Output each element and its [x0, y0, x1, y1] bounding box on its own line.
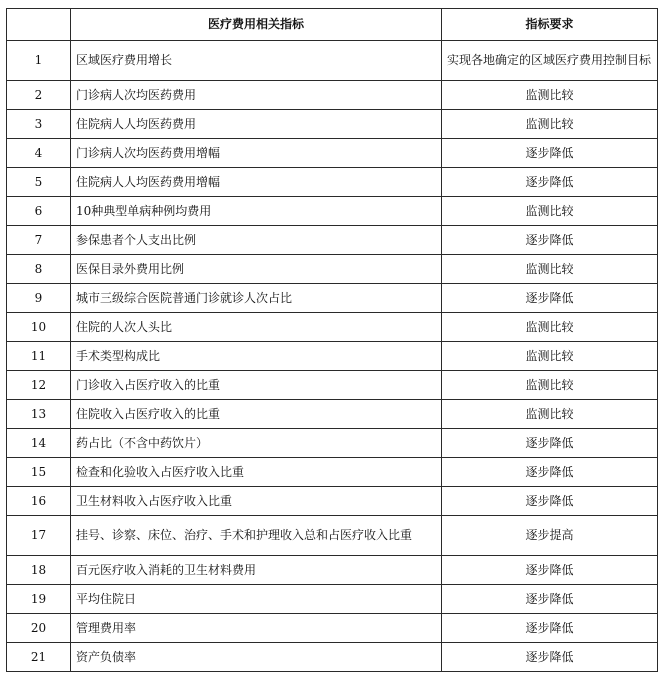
indicator-table — [6, 8, 658, 672]
row-requirement: 逐步降低 — [442, 585, 658, 614]
row-indicator: 城市三级综合医院普通门诊就诊人次占比 — [71, 284, 442, 313]
row-number: 2 — [7, 81, 71, 110]
row-indicator: 资产负债率 — [71, 643, 442, 672]
row-number: 19 — [7, 585, 71, 614]
row-requirement: 监测比较 — [442, 313, 658, 342]
row-number: 15 — [7, 458, 71, 487]
table-row — [7, 429, 658, 458]
row-number: 20 — [7, 614, 71, 643]
row-indicator: 药占比（不含中药饮片） — [71, 429, 442, 458]
table-row — [7, 81, 658, 110]
header-requirement: 指标要求 — [442, 9, 658, 41]
row-number: 13 — [7, 400, 71, 429]
row-indicator: 住院的人次人头比 — [71, 313, 442, 342]
row-requirement: 监测比较 — [442, 255, 658, 284]
table-row — [7, 284, 658, 313]
row-number: 3 — [7, 110, 71, 139]
row-requirement: 逐步降低 — [442, 284, 658, 313]
table-row — [7, 371, 658, 400]
row-indicator: 门诊病人次均医药费用 — [71, 81, 442, 110]
row-requirement: 逐步提高 — [442, 516, 658, 556]
table-row — [7, 516, 658, 556]
row-requirement: 逐步降低 — [442, 226, 658, 255]
row-indicator: 检查和化验收入占医疗收入比重 — [71, 458, 442, 487]
row-requirement: 逐步降低 — [442, 643, 658, 672]
table-header-row — [7, 9, 658, 41]
row-requirement: 监测比较 — [442, 400, 658, 429]
row-indicator: 卫生材料收入占医疗收入比重 — [71, 487, 442, 516]
row-indicator: 百元医疗收入消耗的卫生材料费用 — [71, 556, 442, 585]
row-number: 11 — [7, 342, 71, 371]
row-indicator: 门诊病人次均医药费用增幅 — [71, 139, 442, 168]
table-row — [7, 458, 658, 487]
row-number: 1 — [7, 41, 71, 81]
table-row — [7, 255, 658, 284]
table-row — [7, 342, 658, 371]
row-number: 6 — [7, 197, 71, 226]
row-indicator: 手术类型构成比 — [71, 342, 442, 371]
row-number: 14 — [7, 429, 71, 458]
row-requirement: 监测比较 — [442, 110, 658, 139]
table-row — [7, 168, 658, 197]
row-requirement: 监测比较 — [442, 197, 658, 226]
row-number: 10 — [7, 313, 71, 342]
row-requirement: 实现各地确定的区域医疗费用控制目标 — [442, 41, 658, 81]
row-requirement: 监测比较 — [442, 81, 658, 110]
row-requirement: 逐步降低 — [442, 556, 658, 585]
row-indicator: 区域医疗费用增长 — [71, 41, 442, 81]
row-indicator: 医保目录外费用比例 — [71, 255, 442, 284]
table-row — [7, 585, 658, 614]
row-indicator: 门诊收入占医疗收入的比重 — [71, 371, 442, 400]
row-number: 4 — [7, 139, 71, 168]
header-indicator: 医疗费用相关指标 — [71, 9, 442, 41]
row-indicator: 住院病人人均医药费用 — [71, 110, 442, 139]
row-indicator: 住院收入占医疗收入的比重 — [71, 400, 442, 429]
row-indicator: 平均住院日 — [71, 585, 442, 614]
row-number: 5 — [7, 168, 71, 197]
row-requirement: 逐步降低 — [442, 458, 658, 487]
row-requirement: 逐步降低 — [442, 429, 658, 458]
table-row — [7, 556, 658, 585]
table-row — [7, 110, 658, 139]
row-number: 17 — [7, 516, 71, 556]
header-no — [7, 9, 71, 41]
table-row — [7, 487, 658, 516]
table-row — [7, 643, 658, 672]
row-indicator: 管理费用率 — [71, 614, 442, 643]
row-number: 16 — [7, 487, 71, 516]
row-requirement: 逐步降低 — [442, 168, 658, 197]
row-requirement: 逐步降低 — [442, 614, 658, 643]
row-number: 7 — [7, 226, 71, 255]
table-row — [7, 139, 658, 168]
table-row — [7, 41, 658, 81]
table-row — [7, 226, 658, 255]
row-number: 8 — [7, 255, 71, 284]
row-number: 9 — [7, 284, 71, 313]
row-number: 21 — [7, 643, 71, 672]
row-indicator: 住院病人人均医药费用增幅 — [71, 168, 442, 197]
row-number: 12 — [7, 371, 71, 400]
table-row — [7, 197, 658, 226]
row-indicator: 参保患者个人支出比例 — [71, 226, 442, 255]
row-requirement: 监测比较 — [442, 371, 658, 400]
table-row — [7, 313, 658, 342]
table-row — [7, 400, 658, 429]
row-indicator: 10种典型单病种例均费用 — [71, 197, 442, 226]
row-requirement: 逐步降低 — [442, 487, 658, 516]
row-number: 18 — [7, 556, 71, 585]
row-requirement: 监测比较 — [442, 342, 658, 371]
table-row — [7, 614, 658, 643]
row-requirement: 逐步降低 — [442, 139, 658, 168]
row-indicator: 挂号、诊察、床位、治疗、手术和护理收入总和占医疗收入比重 — [71, 516, 442, 556]
